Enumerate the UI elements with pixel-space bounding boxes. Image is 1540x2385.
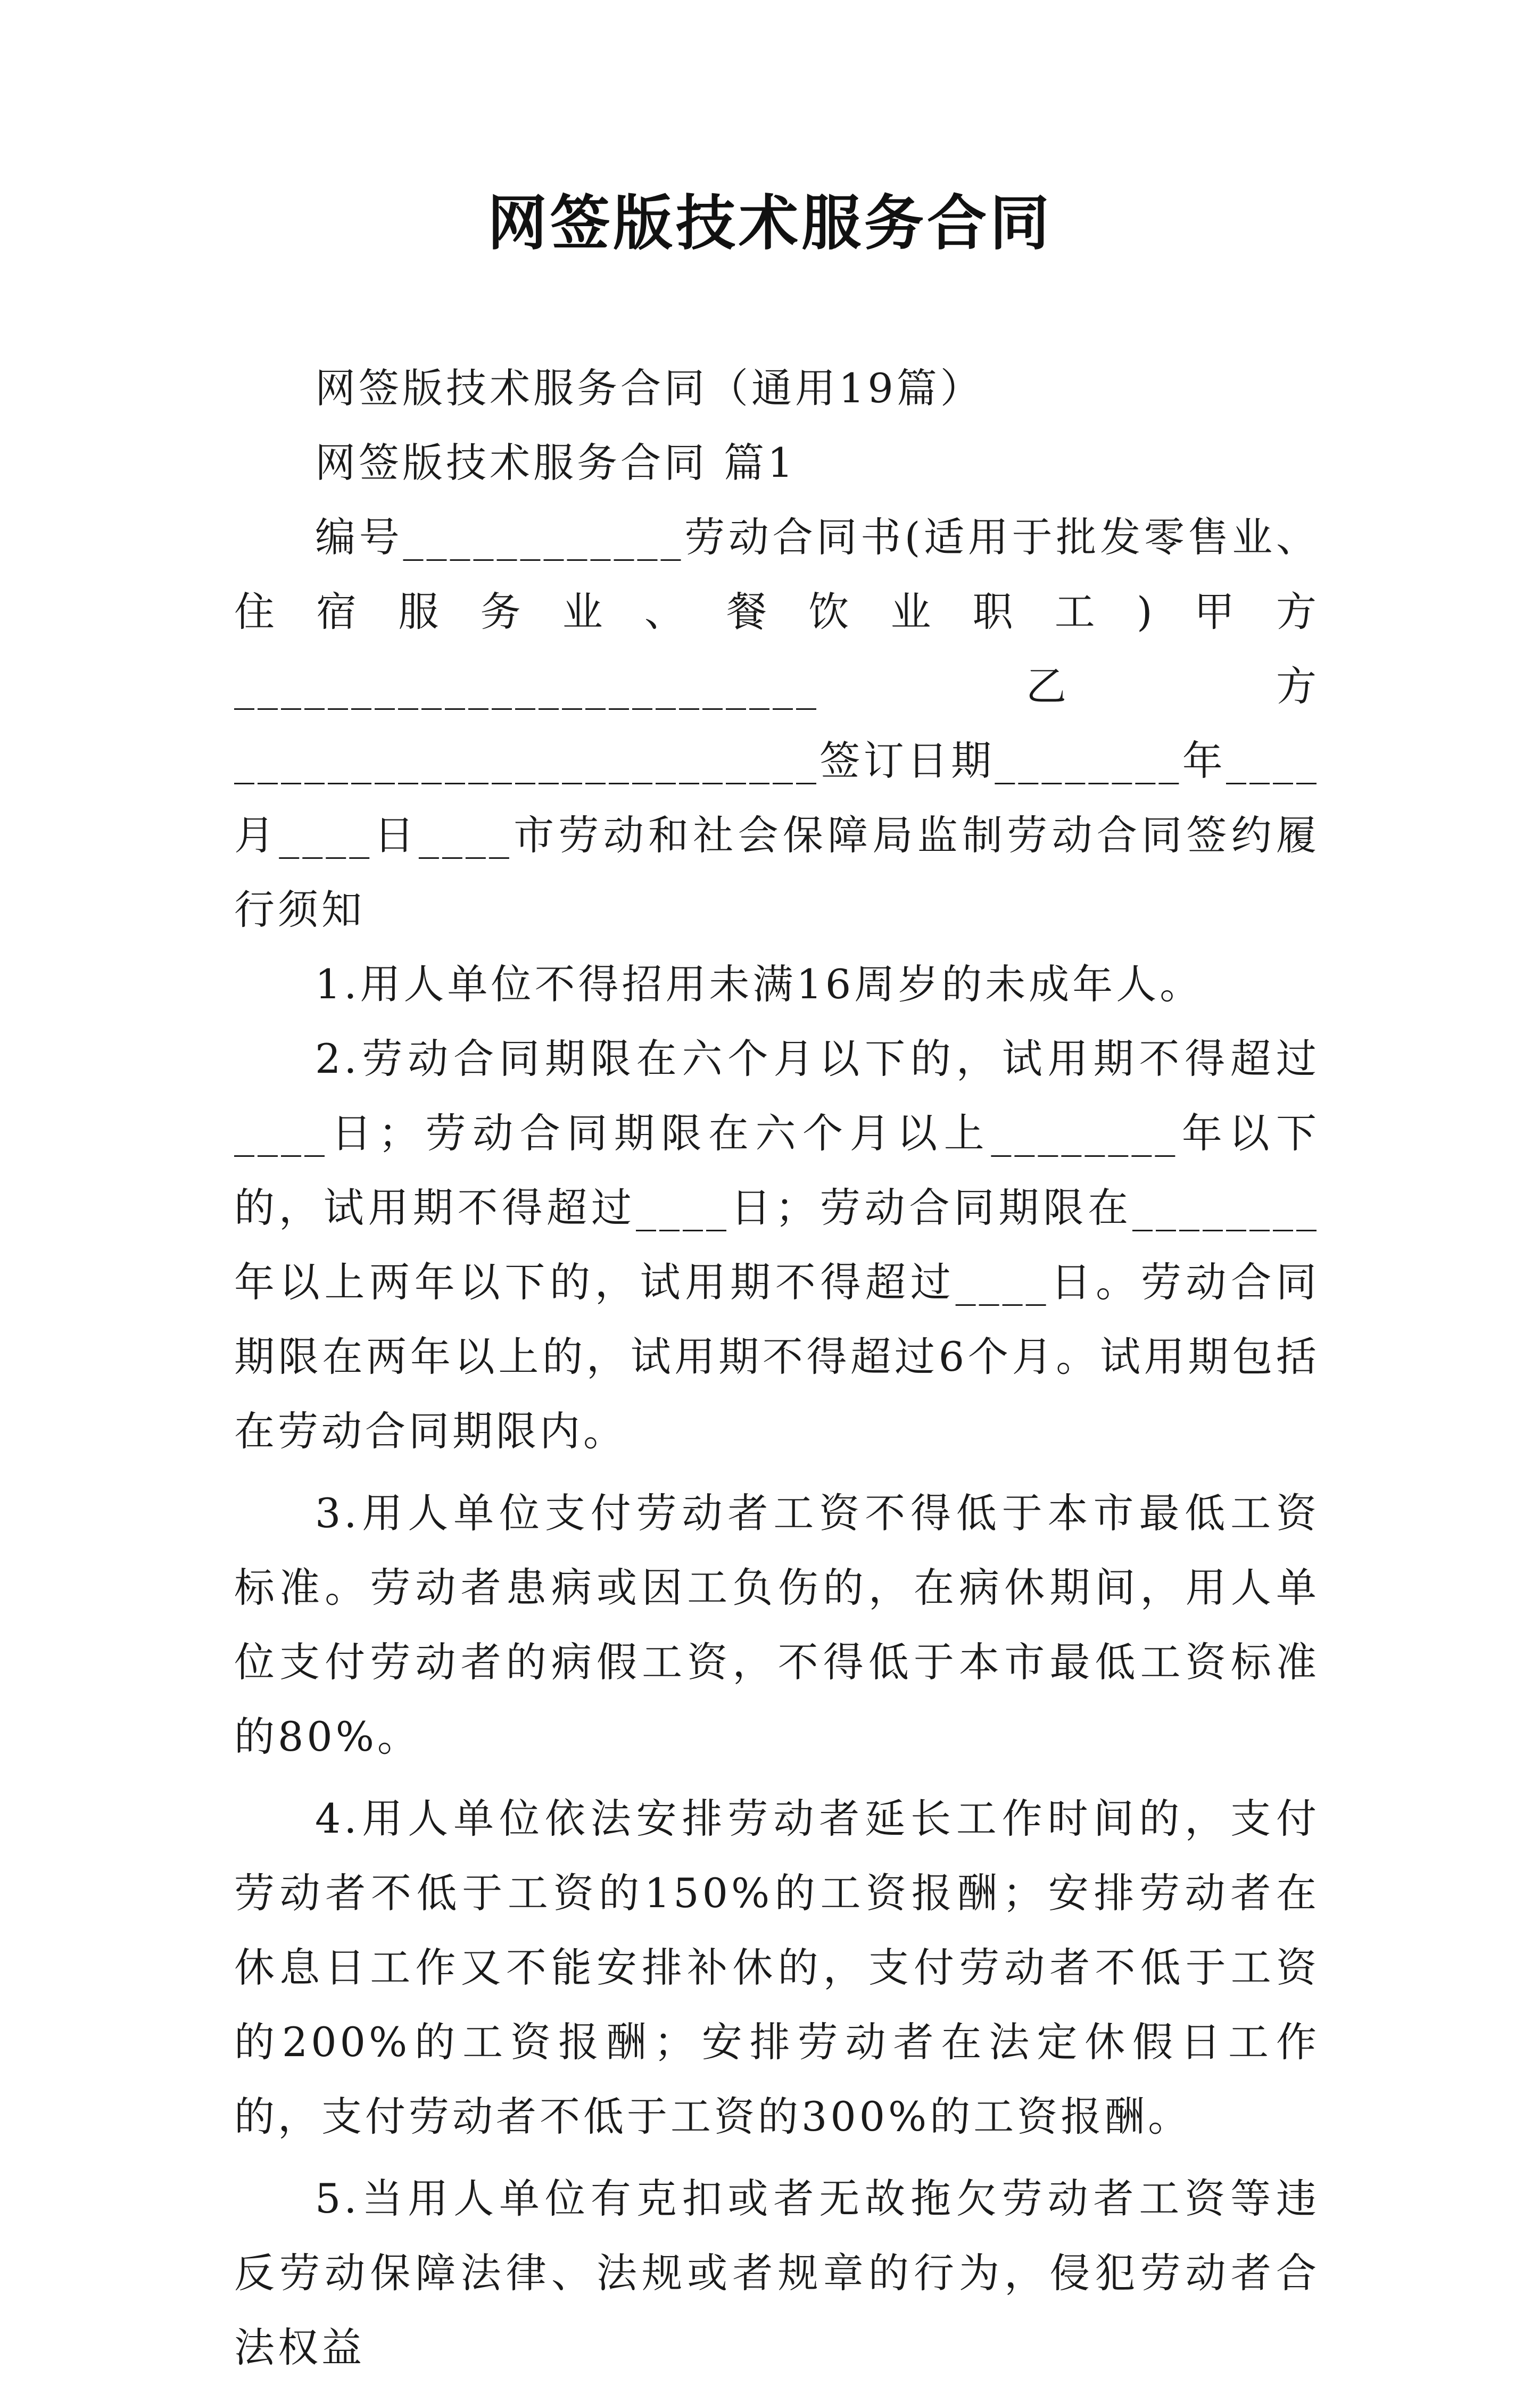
clause-1: 1.用人单位不得招用未满16周岁的未成年人。 <box>315 960 1204 1008</box>
contract-cover-paragraph: 编号____________劳动合同书(适用于批发零售业、住宿服务业、餐饮业职工)甲方_________________________乙方_________________________签订日期________年____月____日____市劳动和社会保障局监制劳动合同签约履行须知 <box>234 514 1320 933</box>
clause-2: 2.劳动合同期限在六个月以下的，试用期不得超过____日；劳动合同期限在六个月以上________年以下的，试用期不得超过____日；劳动合同期限在________年以上两年以下的，试用期不得超过____日。劳动合同期限在两年以上的，试用期不得超过6个月。试用期包括在劳动合同期限内。 <box>234 1035 1320 1455</box>
collection-heading: 网签版技术服务合同（通用19篇） <box>315 365 984 412</box>
clause-5: 5.当用人单位有克扣或者无故拖欠劳动者工资等违反劳动保障法律、法规或者规章的行为，侵犯劳动者合法权益 <box>234 2175 1320 2371</box>
clause-3: 3.用人单位支付劳动者工资不得低于本市最低工资标准。劳动者患病或因工负伤的，在病休期间，用人单位支付劳动者的病假工资，不得低于本市最低工资标准的80%。 <box>234 1489 1320 1760</box>
clause-4: 4.用人单位依法安排劳动者延长工作时间的，支付劳动者不低于工资的150%的工资报酬；安排劳动者在休息日工作又不能安排补休的，支付劳动者不低于工资的200%的工资报酬；安排劳动者在法定休假日工作的，支付劳动者不低于工资的300%的工资报酬。 <box>234 1795 1320 2140</box>
article-heading: 网签版技术服务合同 篇1 <box>315 439 797 486</box>
document-title: 网签版技术服务合同 <box>487 188 1053 258</box>
document-body <box>234 351 1320 2385</box>
